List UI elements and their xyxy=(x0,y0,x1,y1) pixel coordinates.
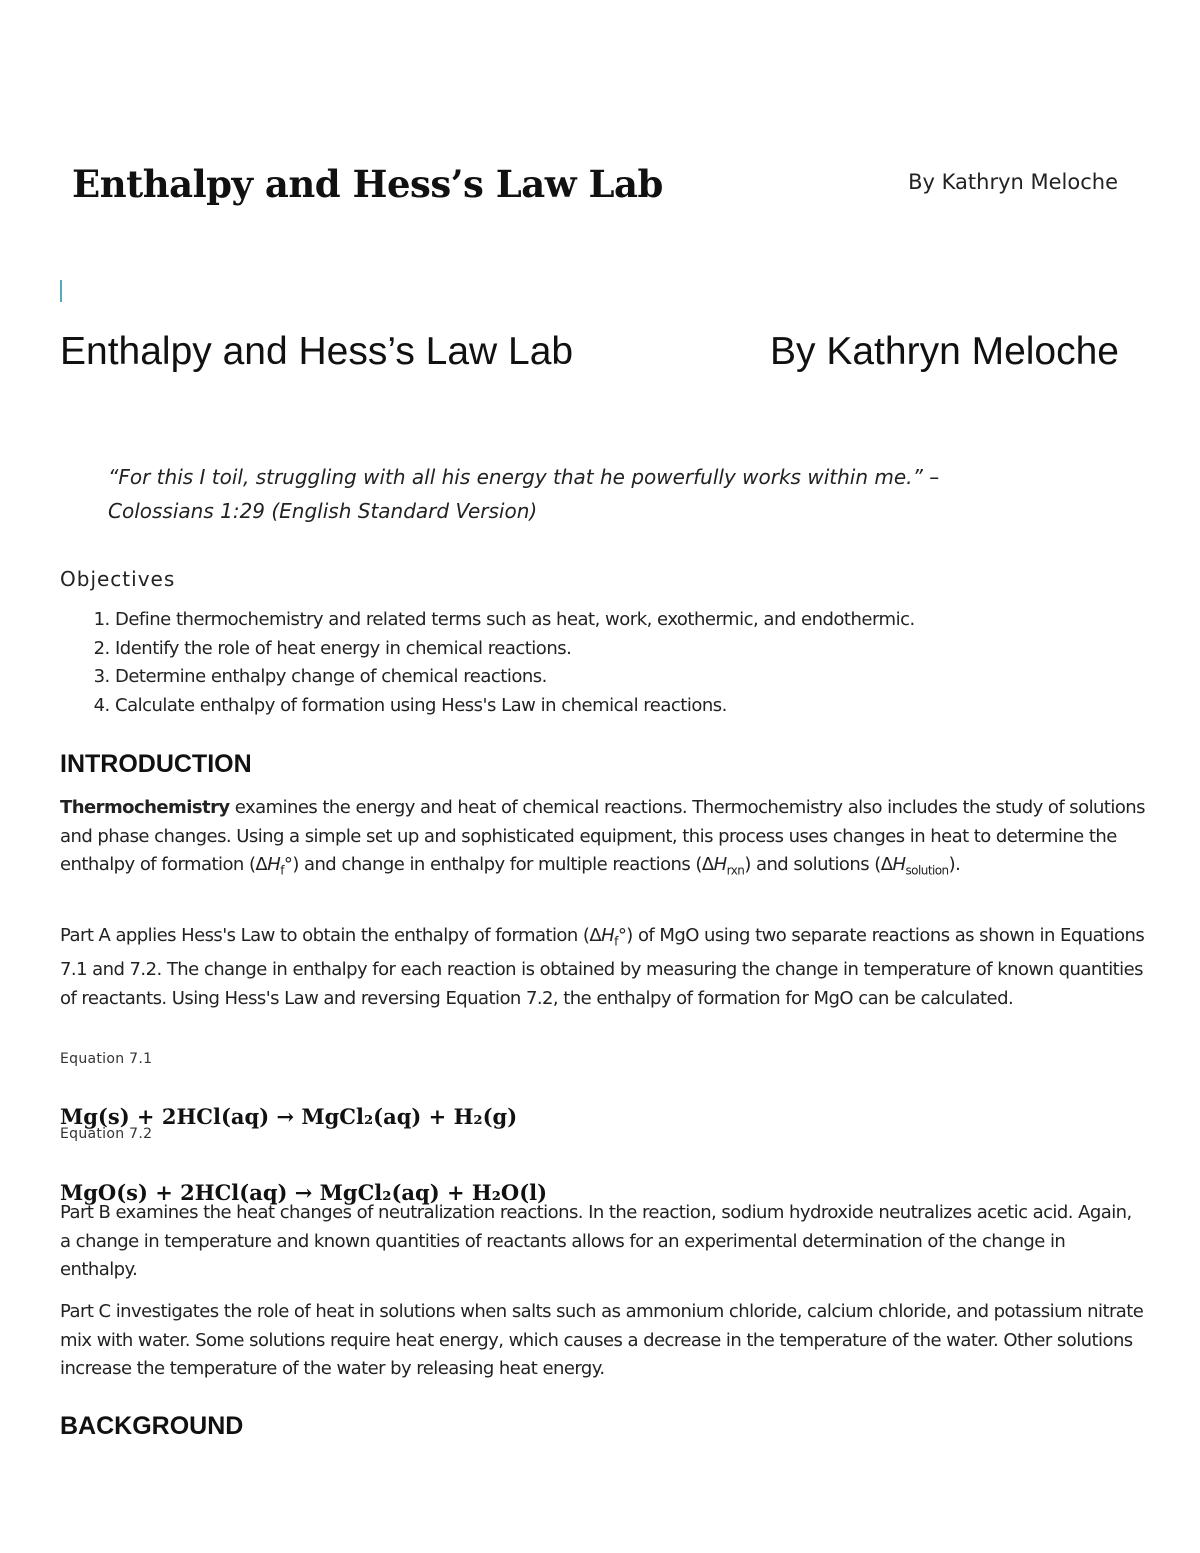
objective-item: 3. Determine enthalpy change of chemical reactions. xyxy=(115,663,915,692)
subscript-f: f xyxy=(614,934,618,949)
background-heading: BACKGROUND xyxy=(60,1412,244,1440)
subscript-solution: solution xyxy=(905,863,949,878)
term-thermochemistry: Thermochemistry xyxy=(60,797,230,818)
subscript-f: f xyxy=(280,863,284,878)
intro-text: examines the energy and heat of chemical reactions. Thermochemistry also includes the study of solutions and phase changes. Using a simple set up and sophisticated equipment, this process uses changes in heat to determine the enthalpy of formation (Δ xyxy=(60,797,1145,875)
symbol-h: H xyxy=(713,854,727,875)
equation-1-label: Equation 7.1 xyxy=(60,1051,153,1067)
equation-2: MgO(s) + 2HCl(aq) → MgCl₂(aq) + H₂O(l) xyxy=(60,1180,548,1205)
header-title: Enthalpy and Hess’s Law Lab xyxy=(72,162,663,206)
objectives-label: Objectives xyxy=(60,567,176,591)
text-cursor xyxy=(60,280,62,302)
equation-1: Mg(s) + 2HCl(aq) → MgCl₂(aq) + H₂(g) xyxy=(60,1104,518,1129)
part-c-paragraph: Part C investigates the role of heat in solutions when salts such as ammonium chloride, calcium chloride, and potassium nitrate mix with water. Some solutions require heat energy, which causes a decrease in the temperature of the water. Other solutions increase the temperature of the water by releasing heat energy. xyxy=(60,1301,1144,1379)
header-author: By Kathryn Meloche xyxy=(908,170,1118,194)
objectives-list xyxy=(60,606,915,720)
intro-text: °) of MgO using two separate reactions as shown in Equations 7.1 and 7.2. The change in enthalpy for each reaction is obtained by measuring the change in temperature of known quantities of reactants. Using Hess's Law and reversing Equation 7.2, the enthalpy of formation for MgO can be calculated. xyxy=(60,925,1145,1009)
introduction-heading: INTRODUCTION xyxy=(60,750,252,778)
document-author: By Kathryn Meloche xyxy=(770,330,1120,373)
intro-text: °) and change in enthalpy for multiple reactions (Δ xyxy=(283,854,714,875)
subscript-rxn: rxn xyxy=(726,863,745,878)
symbol-h: H xyxy=(601,925,615,946)
objective-item: 2. Identify the role of heat energy in chemical reactions. xyxy=(115,635,915,664)
quote-line-2: Colossians 1:29 (English Standard Version) xyxy=(108,499,538,523)
objective-item: 1. Define thermochemistry and related terms such as heat, work, exothermic, and endothermic. xyxy=(115,606,915,635)
objective-item: 4. Calculate enthalpy of formation using Hess's Law in chemical reactions. xyxy=(115,692,915,721)
intro-text: Part A applies Hess's Law to obtain the enthalpy of formation (Δ xyxy=(60,925,602,946)
intro-paragraph-1 xyxy=(60,794,1145,885)
part-b-paragraph: Part B examines the heat changes of neutralization reactions. In the reaction, sodium hydroxide neutralizes acetic acid. Again, a change in temperature and known quantities of reactants allows for an experimental determination of the change in enthalpy. xyxy=(60,1202,1132,1280)
document-title: Enthalpy and Hess’s Law Lab xyxy=(60,330,574,373)
intro-text: ) and solutions (Δ xyxy=(744,854,893,875)
equation-2-label: Equation 7.2 xyxy=(60,1126,153,1142)
quote-line-1: “For this I toil, struggling with all his energy that he powerfully works within me.” – xyxy=(108,465,940,489)
intro-text: ). xyxy=(948,854,961,875)
epigraph-quote xyxy=(108,460,1108,528)
symbol-h: H xyxy=(267,854,281,875)
intro-paragraph-2 xyxy=(60,922,1145,1013)
symbol-h: H xyxy=(892,854,906,875)
